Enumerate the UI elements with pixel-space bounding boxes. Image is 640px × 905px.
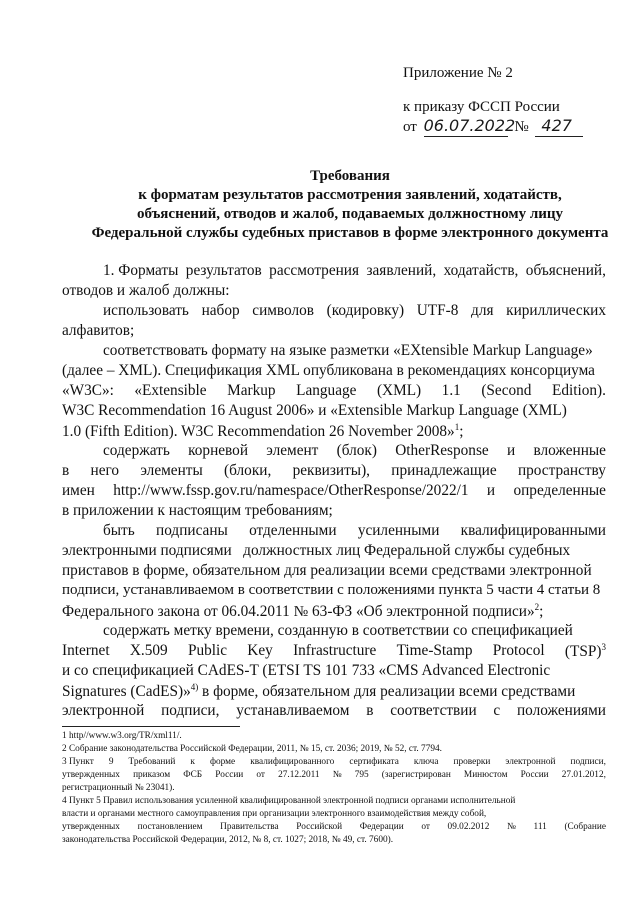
body-line: подписи, устанавливаемом в соответствии с положениями пункта 5 части 4 статьи 8: [62, 582, 601, 598]
body-line: [62, 602, 543, 621]
word: Infrastructure: [293, 642, 377, 659]
body-line: [103, 302, 606, 320]
word: Language: [296, 382, 357, 399]
word: подписи,: [161, 702, 220, 719]
body-line: алфавитов;: [62, 322, 135, 339]
word: OtherResponse: [395, 442, 489, 459]
body-text: в форме, обязательном для реализации всеми средствами: [198, 683, 576, 700]
title-line-3: объяснений, отводов и жалоб, подаваемых должностному лицу: [136, 206, 564, 222]
footnote-3-line: [62, 757, 606, 767]
body-line: (далее – XML). Спецификация XML опубликована в рекомендациях консорциума: [62, 362, 595, 379]
word: с: [493, 702, 501, 719]
word: кириллических: [506, 302, 606, 319]
footnote-4-line: законодательства Российской Федерации, 2012, № 8, ст. 1027; 2018, № 49, ст. 7600).: [62, 835, 394, 845]
word: Key: [247, 642, 273, 659]
footnote-1: 1 http//www.w3.org/TR/xml11/.: [62, 731, 182, 741]
word: результатов: [185, 262, 262, 279]
word: Правительства: [220, 822, 279, 832]
word: использовать: [103, 302, 189, 319]
from-label: от: [403, 119, 417, 135]
word: форме: [209, 757, 236, 767]
body-line: и со спецификацией CAdES-T (ETSI TS 101 733 «CMS Advanced Electronic: [62, 662, 551, 679]
body-line: [103, 522, 606, 540]
word: ходатайств,: [443, 262, 519, 279]
word: постановлением: [137, 822, 203, 832]
title-line-4: Федеральной службы судебных приставов в форме электронного документа: [91, 225, 609, 241]
word: него: [90, 462, 120, 479]
word: 1.1: [441, 382, 461, 399]
handwritten-date: 06.07.2022: [423, 116, 516, 135]
word: подписаны: [156, 522, 228, 539]
word: в: [62, 462, 70, 479]
word: Time-Stamp: [396, 642, 473, 659]
word: Public: [187, 642, 228, 659]
word: имен: [62, 482, 95, 499]
word: вложенные: [533, 442, 606, 459]
word: 1. Форматы: [103, 262, 179, 279]
word: электронной: [62, 702, 145, 719]
body-line: [62, 702, 606, 720]
word: (Second: [481, 382, 532, 399]
body-line: отводов и жалоб должны:: [62, 282, 230, 299]
word: элемент: [266, 442, 319, 459]
body-line: приставов в форме, обязательном для реализации всеми средствами электронной: [62, 562, 592, 579]
word: 111: [533, 822, 547, 832]
body-line: электронными подписями должностных лиц Федеральной службы судебных: [62, 542, 571, 559]
footnote-4-line: [62, 822, 606, 832]
word: UTF-8: [416, 302, 459, 319]
word: подписи,: [570, 757, 606, 767]
word: России: [520, 770, 549, 780]
footnote-ref-2: 2: [534, 602, 540, 612]
word: ключа: [413, 757, 439, 767]
word: проверки: [453, 757, 491, 767]
word: устанавливаемом: [236, 702, 350, 719]
word: соответствии: [390, 702, 477, 719]
word: принадлежащие: [391, 462, 497, 479]
body-line: [62, 462, 606, 480]
word: «W3C»:: [62, 382, 114, 399]
order-date-line: [403, 116, 583, 137]
footnote-ref-1: 1: [454, 422, 460, 432]
footnote-separator: [62, 726, 240, 727]
footnote-2: 2 Собрание законодательства Российской Федерации, 2011, № 15, ст. 2036; 2019, № 52, ст. 7794.: [62, 744, 442, 754]
word: содержать: [103, 442, 170, 459]
word: и: [486, 482, 496, 499]
body-line: [62, 422, 463, 441]
word: №: [507, 822, 516, 832]
footnote-4-line: 4 Пункт 5 Правил использования усиленной квалифицированной электронной подписи органами исполнительной: [62, 796, 516, 806]
body-line: содержать метку времени, созданную в соответствии со спецификацией: [103, 622, 573, 639]
word: сертификата: [349, 757, 399, 767]
word: определенные: [513, 482, 606, 499]
word: рассмотрения: [269, 262, 360, 279]
word: (TSP)$^3$: [564, 642, 606, 660]
word: набор: [201, 302, 240, 319]
word: 09.02.2012: [447, 822, 490, 832]
body-text: Федерального закона от 06.04.2011 № 63-ФЗ «Об электронной подписи»: [62, 603, 535, 620]
word: России: [215, 770, 244, 780]
title-line-2: к форматам результатов рассмотрения заявлений, ходатайств,: [138, 187, 562, 203]
word: №: [332, 770, 342, 780]
title-line-1: Требования: [310, 168, 390, 184]
word: Требований: [128, 757, 176, 767]
word: Protocol: [492, 642, 545, 659]
body-text: Signatures (CadES)»: [62, 683, 191, 700]
body-text: ;: [539, 603, 544, 620]
word: пространству: [517, 462, 606, 479]
body-line: [103, 442, 606, 460]
body-text: ;: [459, 423, 464, 440]
body-line: [62, 682, 575, 701]
word: (Собрание: [564, 822, 606, 832]
word: http://www.fssp.gov.ru/namespace/OtherResponse/2022/1: [113, 482, 469, 499]
word: 27.12.2011: [278, 770, 320, 780]
body-line: [62, 642, 606, 661]
body-line: W3C Recommendation 16 August 2006» и «Extensible Markup Language (XML): [62, 402, 567, 419]
word: квалифицированного: [250, 757, 335, 767]
word: Российской: [296, 822, 343, 832]
word: (кодировку): [326, 302, 405, 319]
word: 9: [108, 757, 114, 767]
body-line: [62, 382, 606, 400]
body-text: 1.0 (Fifth Edition). W3C Recommendation 26 November 2008»: [62, 423, 455, 440]
footnote-4-line: власти и органами местного самоуправления при организации электронного взаимодействия между собой,: [62, 809, 487, 819]
footnote-3-line: регистрационный № 23041).: [62, 783, 175, 793]
order-date-field: [423, 116, 516, 137]
word: символов: [252, 302, 315, 319]
word: утвержденных: [62, 770, 120, 780]
word: (зарегистрирован: [381, 770, 451, 780]
word: положениями: [516, 702, 606, 719]
word: Федерации: [359, 822, 404, 832]
appendix-label: Приложение № 2: [403, 65, 513, 81]
word: (блоки,: [224, 462, 272, 479]
word: ФСБ: [183, 770, 203, 780]
word: элементы: [140, 462, 203, 479]
word: (блок): [336, 442, 377, 459]
word: (XML): [376, 382, 422, 399]
body-line: в приложении к настоящим требованиям;: [62, 502, 333, 519]
word: от: [256, 770, 265, 780]
word: и: [506, 442, 516, 459]
order-number-field: [535, 116, 583, 137]
word: 3 Пункт: [62, 757, 94, 767]
word: реквизиты),: [292, 462, 370, 479]
word: Markup: [227, 382, 276, 399]
word: объяснений,: [525, 262, 606, 279]
word: усиленными: [357, 522, 440, 539]
body-line: соответствовать формату на языке разметки «EXtensible Markup Language»: [103, 342, 593, 359]
footnote-3-line: [62, 770, 606, 780]
word: быть: [103, 522, 135, 539]
word: к: [190, 757, 195, 767]
word: утвержденных: [62, 822, 120, 832]
word: 795: [354, 770, 369, 780]
word: X.509: [129, 642, 168, 659]
word: от: [421, 822, 430, 832]
body-line: [62, 482, 606, 500]
word: приказом: [133, 770, 171, 780]
footnote-ref-4: 4): [190, 682, 199, 692]
number-label: №: [514, 119, 529, 135]
word: 27.01.2012,: [561, 770, 606, 780]
word: Минюстом: [463, 770, 508, 780]
word: электронной: [505, 757, 556, 767]
word: «Extensible: [134, 382, 207, 399]
word: корневой: [188, 442, 249, 459]
handwritten-number: 427: [541, 116, 572, 135]
order-reference: к приказу ФССП России: [403, 99, 560, 115]
word: в: [366, 702, 374, 719]
word: для: [471, 302, 494, 319]
word: Edition).: [552, 382, 606, 399]
footnote-ref-3: 3: [601, 642, 606, 652]
word: квалифицированными: [460, 522, 606, 539]
word: заявлений,: [366, 262, 437, 279]
word: Internet: [62, 642, 110, 659]
body-line: [103, 262, 606, 280]
word: отделенными: [249, 522, 337, 539]
